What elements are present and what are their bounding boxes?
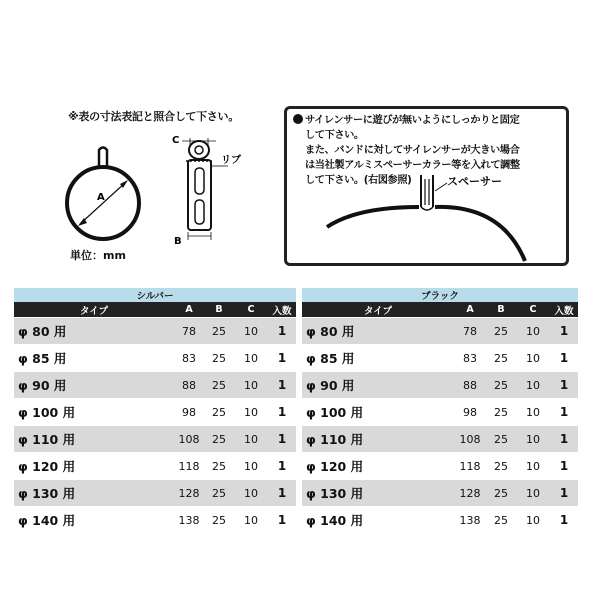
cell-qty: 1: [550, 507, 578, 534]
table-row: [14, 480, 296, 507]
header-qty: 入数: [550, 302, 578, 318]
cell-b: 25: [486, 507, 516, 534]
cell-a: 118: [174, 453, 204, 480]
rib-label: リブ: [221, 155, 241, 166]
cell-type: φ 110 用: [14, 426, 174, 453]
cell-a: 108: [454, 426, 486, 453]
cell-type: φ 140 用: [302, 507, 454, 534]
info-line-4: は当社製アルミスペーサーカラー等を入れて調整: [305, 160, 520, 171]
header-c: C: [234, 302, 268, 318]
cell-b: 25: [204, 480, 234, 507]
cell-c: 10: [516, 399, 550, 426]
cell-b: 25: [204, 318, 234, 345]
cell-b: 25: [204, 426, 234, 453]
cell-type: φ 85 用: [14, 345, 174, 372]
cell-a: 108: [174, 426, 204, 453]
info-line-2: して下さい。: [305, 130, 364, 141]
info-line-5: して下さい。(右図参照): [305, 175, 412, 186]
cell-qty: 1: [268, 399, 296, 426]
cell-a: 138: [454, 507, 486, 534]
cell-qty: 1: [268, 507, 296, 534]
cell-a: 88: [174, 372, 204, 399]
info-line-3: また、バンドに対してサイレンサーが大きい場合: [305, 145, 520, 156]
cell-type: φ 90 用: [14, 372, 174, 399]
cell-qty: 1: [550, 372, 578, 399]
table-row: [302, 426, 578, 453]
header-qty: 入数: [268, 302, 296, 318]
table-row: [302, 507, 578, 534]
header-type: タイプ: [14, 302, 174, 318]
info-line-1: サイレンサーに遊びが無いようにしっかりと固定: [305, 115, 520, 126]
cell-type: φ 120 用: [302, 453, 454, 480]
cell-c: 10: [234, 372, 268, 399]
cell-a: 88: [454, 372, 486, 399]
cell-c: 10: [516, 318, 550, 345]
cell-b: 25: [486, 318, 516, 345]
header-c: C: [516, 302, 550, 318]
cell-qty: 1: [550, 480, 578, 507]
cell-a: 118: [454, 453, 486, 480]
cell-c: 10: [516, 345, 550, 372]
cell-c: 10: [234, 318, 268, 345]
label-b: B: [174, 236, 182, 247]
cell-b: 25: [204, 453, 234, 480]
table-row: [14, 345, 296, 372]
cell-b: 25: [486, 345, 516, 372]
cell-b: 25: [204, 345, 234, 372]
cell-qty: 1: [268, 426, 296, 453]
header-a: A: [174, 302, 204, 318]
cell-b: 25: [486, 480, 516, 507]
cell-a: 128: [174, 480, 204, 507]
table-row: [302, 345, 578, 372]
band-slot-lower: [195, 200, 204, 224]
table-row: [14, 426, 296, 453]
cell-qty: 1: [550, 345, 578, 372]
cell-c: 10: [234, 345, 268, 372]
cell-b: 25: [486, 372, 516, 399]
cell-c: 10: [234, 426, 268, 453]
table-row: [14, 399, 296, 426]
cell-b: 25: [486, 453, 516, 480]
cell-a: 78: [174, 318, 204, 345]
cell-c: 10: [234, 453, 268, 480]
cell-type: φ 100 用: [302, 399, 454, 426]
cell-a: 98: [174, 399, 204, 426]
cell-b: 25: [486, 399, 516, 426]
cell-type: φ 80 用: [302, 318, 454, 345]
cell-c: 10: [516, 480, 550, 507]
cell-c: 10: [516, 507, 550, 534]
dimension-note: ※表の寸法表記と照合して下さい。: [68, 110, 239, 123]
cell-qty: 1: [268, 345, 296, 372]
cell-a: 128: [454, 480, 486, 507]
cell-c: 10: [516, 372, 550, 399]
cell-a: 83: [454, 345, 486, 372]
cell-c: 10: [234, 399, 268, 426]
header-b: B: [486, 302, 516, 318]
cell-a: 98: [454, 399, 486, 426]
table-row: [302, 372, 578, 399]
table-row: [302, 453, 578, 480]
cell-b: 25: [486, 426, 516, 453]
cell-b: 25: [204, 372, 234, 399]
table-row: [302, 318, 578, 345]
band-slot-upper: [195, 168, 204, 194]
cell-type: φ 110 用: [302, 426, 454, 453]
header-type: タイプ: [302, 302, 454, 318]
cell-a: 138: [174, 507, 204, 534]
cell-c: 10: [234, 480, 268, 507]
spacer-diagram: [287, 109, 566, 263]
cell-type: φ 100 用: [14, 399, 174, 426]
cell-type: φ 90 用: [302, 372, 454, 399]
cell-qty: 1: [268, 453, 296, 480]
cell-c: 10: [516, 426, 550, 453]
label-a: A: [97, 192, 105, 203]
unit-label: 単位：mm: [70, 249, 126, 262]
table-row: [302, 480, 578, 507]
cell-c: 10: [516, 453, 550, 480]
black-table: [302, 288, 578, 533]
table-row: [14, 507, 296, 534]
cell-qty: 1: [268, 372, 296, 399]
table-row: [302, 399, 578, 426]
cell-type: φ 140 用: [14, 507, 174, 534]
band-tab: [99, 148, 107, 168]
header-a: A: [454, 302, 486, 318]
info-box: [284, 106, 569, 266]
cell-b: 25: [204, 507, 234, 534]
cell-c: 10: [234, 507, 268, 534]
table-row: [14, 372, 296, 399]
cell-qty: 1: [550, 453, 578, 480]
spacer-label: スペーサー: [447, 175, 502, 188]
dimension-a-arrow: [80, 182, 126, 224]
table-caption: シルバー: [14, 288, 296, 302]
cell-type: φ 85 用: [302, 345, 454, 372]
cell-a: 83: [174, 345, 204, 372]
table-row: [14, 453, 296, 480]
cell-qty: 1: [268, 318, 296, 345]
cell-qty: 1: [268, 480, 296, 507]
cell-qty: 1: [550, 318, 578, 345]
cell-type: φ 130 用: [14, 480, 174, 507]
cell-type: φ 120 用: [14, 453, 174, 480]
silver-table: [14, 288, 296, 533]
cell-a: 78: [454, 318, 486, 345]
label-c: C: [172, 135, 180, 146]
cell-type: φ 130 用: [302, 480, 454, 507]
cell-b: 25: [204, 399, 234, 426]
table-row: [14, 318, 296, 345]
table-caption: ブラック: [302, 288, 578, 302]
header-b: B: [204, 302, 234, 318]
cell-qty: 1: [550, 399, 578, 426]
cell-type: φ 80 用: [14, 318, 174, 345]
cell-qty: 1: [550, 426, 578, 453]
